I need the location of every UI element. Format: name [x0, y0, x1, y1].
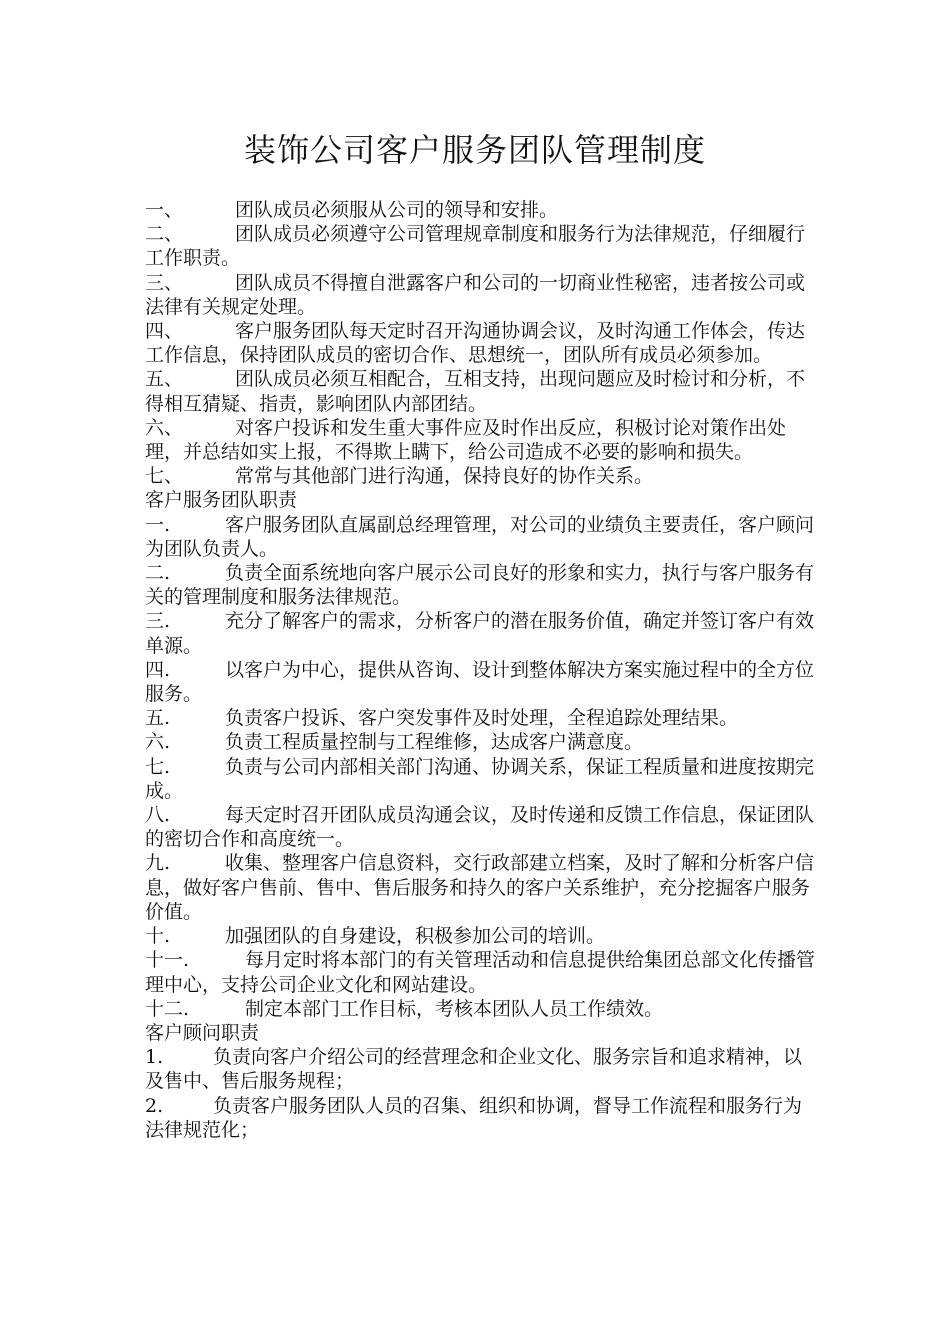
item-text: 客户服务团队每天定时召开沟通协调会议，及时沟通工作体会，传达工作信息，保持团队成员的密切合作、思想统一，团队所有成员必须参加。 [145, 320, 806, 367]
item-text: 加强团队的自身建设，积极参加公司的培训。 [225, 925, 606, 948]
team-duties-list [145, 513, 815, 1021]
list-item [145, 416, 815, 464]
item-number: 2. [145, 1094, 164, 1117]
item-text: 团队成员必须互相配合，互相支持，出现问题应及时检讨和分析，不得相互猜疑、指责，影响团队内部团结。 [145, 368, 806, 415]
item-text: 负责客户投诉、客户突发事件及时处理，全程追踪处理结果。 [225, 707, 739, 730]
item-number: 1. [145, 1046, 164, 1069]
item-text: 客户服务团队直属副总经理管理，对公司的业绩负主要责任，客户顾问为团队负责人。 [145, 513, 815, 560]
item-number: 十二. [145, 997, 190, 1020]
list-item [145, 948, 815, 996]
list-item [145, 367, 815, 415]
item-text: 团队成员必须遵守公司管理规章制度和服务行为法律规范，仔细履行工作职责。 [145, 223, 806, 270]
item-number: 四. [145, 658, 171, 681]
list-item [145, 464, 815, 488]
list-item [145, 997, 815, 1021]
item-text: 对客户投诉和发生重大事件应及时作出反应，积极讨论对策作出处理，并总结如实上报，不得欺上瞒下，给公司造成不必要的影响和损失。 [145, 416, 787, 464]
list-item [145, 851, 815, 924]
list-item [145, 319, 815, 367]
item-number: 二. [145, 562, 171, 585]
item-number: 六、 [145, 416, 184, 439]
item-number: 二、 [145, 223, 184, 246]
list-item [145, 513, 815, 561]
item-number: 十一. [145, 949, 190, 972]
item-text: 团队成员必须服从公司的领导和安排。 [235, 199, 559, 221]
list-item [145, 561, 815, 609]
item-text: 负责工程质量控制与工程维修，达成客户满意度。 [225, 731, 644, 754]
consultant-duties-list [145, 1045, 815, 1142]
item-text: 制定本部门工作目标，考核本团队人员工作绩效。 [245, 997, 664, 1020]
item-number: 一、 [145, 199, 184, 221]
item-text: 负责客户服务团队人员的召集、组织和协调，督导工作流程和服务行为法律规范化； [145, 1094, 803, 1141]
item-number: 五. [145, 707, 171, 730]
list-item [145, 755, 815, 803]
item-number: 三. [145, 610, 171, 633]
document-body [145, 198, 815, 1142]
item-text: 常常与其他部门进行沟通，保持良好的协作关系。 [235, 465, 654, 488]
list-item [145, 803, 815, 851]
item-text: 以客户为中心，提供从咨询、设计到整体解决方案实施过程中的全方位服务。 [145, 658, 815, 706]
section-heading-team-duties: 客户服务团队职责 [145, 489, 298, 512]
item-text: 每天定时召开团队成员沟通会议，及时传递和反馈工作信息，保证团队的密切合作和高度统一。 [145, 804, 815, 851]
item-number: 七、 [145, 465, 184, 488]
item-number: 十. [145, 925, 171, 948]
list-item [145, 1045, 815, 1093]
item-number: 七. [145, 755, 171, 778]
item-text: 团队成员不得擅自泄露客户和公司的一切商业性秘密，违者按公司或法律有关规定处理。 [145, 271, 806, 318]
item-number: 四、 [145, 320, 184, 343]
item-number: 六. [145, 731, 171, 754]
item-number: 八. [145, 804, 171, 827]
list-item [145, 609, 815, 657]
item-text: 负责与公司内部相关部门沟通、协调关系，保证工程质量和进度按期完成。 [145, 755, 815, 802]
list-item [145, 1094, 815, 1142]
item-number: 五、 [145, 368, 184, 391]
item-number: 九. [145, 852, 171, 875]
list-item [145, 222, 815, 270]
section-heading-consultant-duties: 客户顾问职责 [145, 1021, 260, 1044]
item-number: 三、 [145, 271, 184, 294]
item-number: 一. [145, 513, 171, 536]
list-item [145, 706, 815, 730]
list-item [145, 658, 815, 706]
item-text: 每月定时将本部门的有关管理活动和信息提供给集团总部文化传播管理中心，支持公司企业文化和网站建设。 [145, 949, 816, 996]
item-text: 充分了解客户的需求，分析客户的潜在服务价值，确定并签订客户有效单源。 [145, 610, 815, 657]
list-item [145, 730, 815, 754]
item-text: 负责向客户介绍公司的经营理念和企业文化、服务宗旨和追求精神，以及售中、售后服务规程； [145, 1046, 803, 1093]
item-text: 负责全面系统地向客户展示公司良好的形象和实力，执行与客户服务有关的管理制度和服务法律规范。 [145, 562, 815, 609]
list-item [145, 198, 815, 222]
rules-list [145, 198, 815, 488]
list-item [145, 924, 815, 948]
list-item [145, 271, 815, 319]
document-title: 装饰公司客户服务团队管理制度 [243, 131, 706, 169]
item-text: 收集、整理客户信息资料，交行政部建立档案，及时了解和分析客户信息，做好客户售前、售中、售后服务和持久的客户关系维护，充分挖掘客户服务价值。 [145, 852, 815, 923]
